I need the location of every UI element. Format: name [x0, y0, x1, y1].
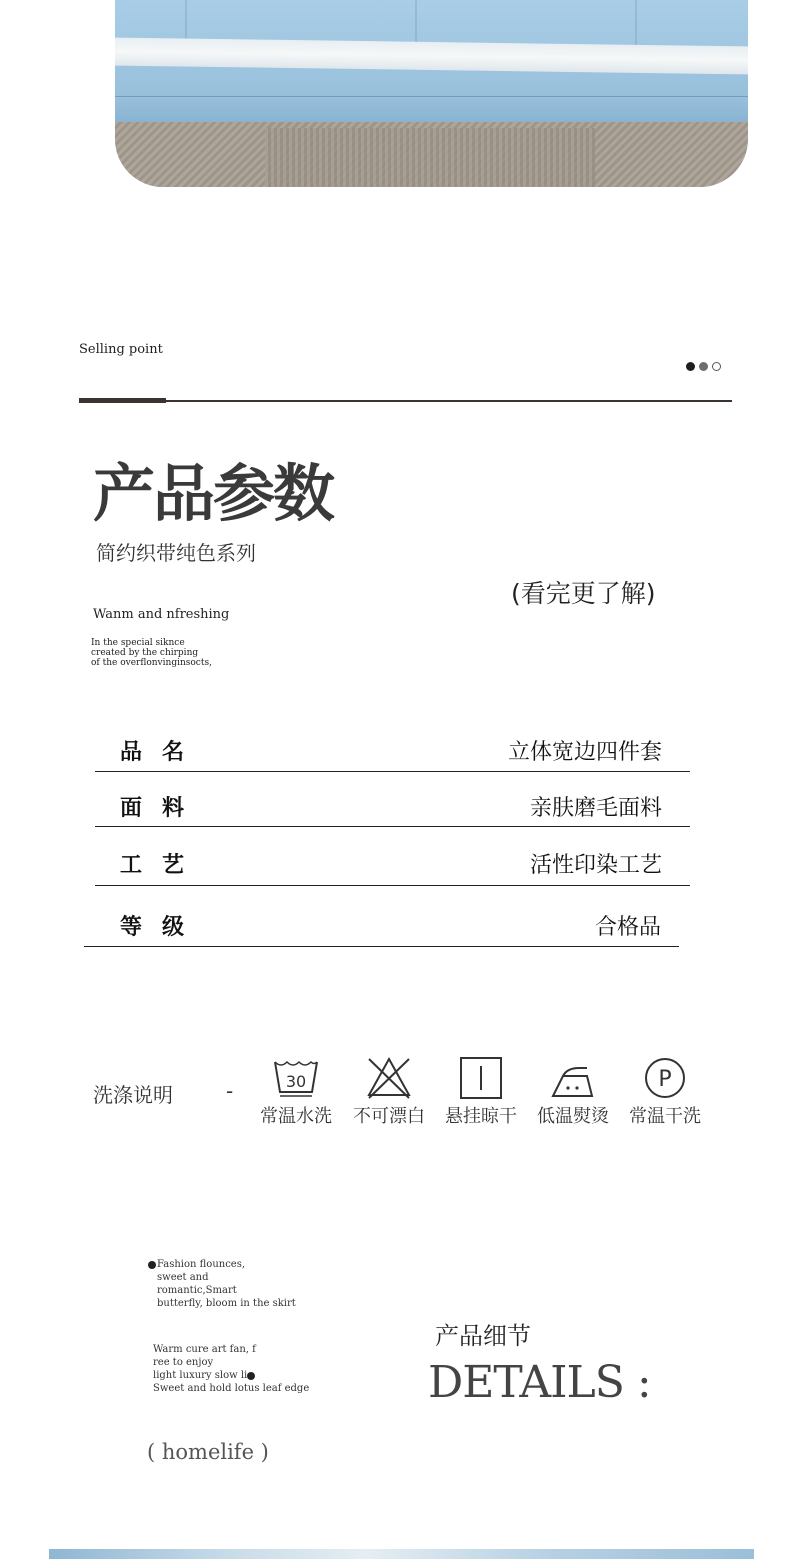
wash-item-hang-dry: [436, 1056, 526, 1128]
spec-value: 亲肤磨毛面料: [529, 796, 662, 821]
section-divider: [79, 400, 732, 402]
wash-30-icon: [272, 1056, 320, 1100]
warm-cure-line: ree to enjoy: [153, 1357, 214, 1368]
wash-caption: 常温水洗: [260, 1106, 332, 1127]
carousel-dot-active[interactable]: [686, 362, 695, 371]
wash-item-no-bleach: [344, 1056, 434, 1128]
details-title-cn: 产品细节: [435, 1322, 531, 1350]
warm-cure-text: [153, 1343, 353, 1395]
read-more-note: (看完更了解): [511, 579, 656, 608]
warm-body-line: In the special siknce: [91, 638, 185, 648]
warm-body-line: created by the chirping: [91, 648, 199, 658]
carousel-dot[interactable]: [712, 362, 721, 371]
spec-row-grade: [84, 910, 679, 947]
spec-row-name: [95, 735, 690, 772]
warm-body-line: of the overflonvinginsocts,: [91, 658, 212, 668]
wash-separator: -: [226, 1079, 234, 1103]
wash-caption: 悬挂晾干: [445, 1106, 517, 1127]
dry-clean-p-icon: [641, 1056, 689, 1100]
fashion-line: butterfly, bloom in the skirt: [157, 1298, 296, 1309]
spec-key: 工艺: [120, 853, 205, 878]
homelife-tag: ( homelife ): [147, 1440, 269, 1464]
wash-caption: 不可漂白: [353, 1106, 425, 1127]
spec-key: 面料: [120, 796, 205, 821]
spec-value: 合格品: [594, 915, 661, 940]
wash-instructions-label: 洗涤说明: [93, 1083, 173, 1107]
section-divider-accent: [79, 398, 166, 403]
wash-caption: 低温熨烫: [537, 1106, 609, 1127]
low-iron-icon: [549, 1056, 597, 1100]
wash-item-low-iron: [528, 1056, 618, 1128]
carousel-dots: [686, 362, 721, 371]
carousel-dot[interactable]: [699, 362, 708, 371]
warm-cure-line: Warm cure art fan, f: [153, 1344, 256, 1355]
hang-dry-icon: [457, 1056, 505, 1100]
selling-point-label: Selling point: [79, 342, 163, 357]
warm-cure-line: Sweet and hold lotus leaf edge: [153, 1383, 310, 1394]
floor-carpet-pattern: [265, 128, 595, 187]
warm-cure-line: light luxury slow li: [153, 1369, 353, 1382]
fashion-text: [148, 1258, 348, 1310]
no-bleach-icon: [365, 1056, 413, 1100]
warm-title: Wanm and nfreshing: [93, 607, 230, 622]
row-divider: [95, 826, 690, 827]
spec-row-fabric: [95, 791, 690, 827]
fashion-line: sweet and: [157, 1272, 209, 1283]
row-divider: [95, 771, 690, 772]
wash-caption: 常温干洗: [629, 1106, 701, 1127]
wash-item-dry-clean: [620, 1056, 710, 1128]
product-photo-bed: [115, 0, 748, 187]
warm-body: [91, 638, 291, 668]
fashion-line: Fashion flounces,: [157, 1259, 246, 1270]
wash-item-normal-wash: [251, 1056, 341, 1128]
spec-key: 品名: [120, 740, 205, 765]
page-subtitle: 简约织带纯色系列: [96, 541, 256, 565]
spec-value: 活性印染工艺: [529, 853, 662, 878]
spec-key: 等级: [120, 915, 205, 940]
fashion-line: romantic,Smart: [157, 1285, 237, 1296]
dry-clean-letter: P: [658, 1067, 672, 1092]
bullet-icon: [148, 1261, 156, 1269]
row-divider: [95, 885, 690, 886]
spec-row-craft: [95, 848, 690, 886]
details-title-en: DETAILS :: [428, 1357, 651, 1408]
page-title: 产品参数: [93, 457, 334, 530]
spec-value: 立体宽边四件套: [507, 740, 662, 765]
product-photo-detail: [49, 1549, 754, 1559]
row-divider: [84, 946, 679, 947]
wash-temp: 30: [285, 1072, 307, 1091]
bullet-icon: [247, 1372, 255, 1380]
